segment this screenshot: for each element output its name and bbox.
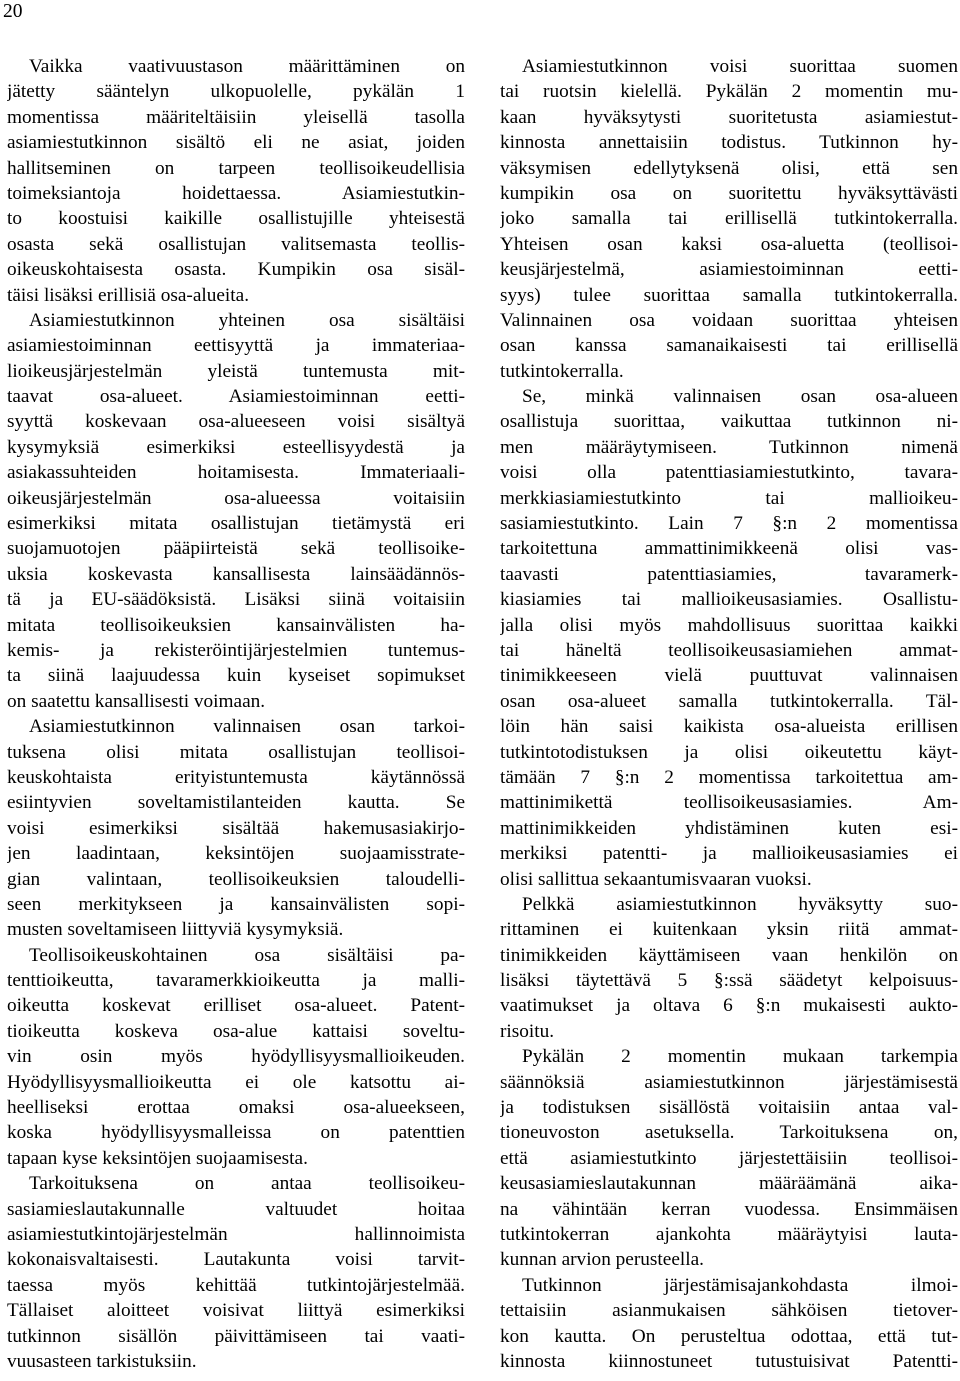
text-line: uksia koskevasta kansallisesta lainsäädännös- [7,563,465,585]
text-line: löin hän saisi kaikista osa-alueista erillisen [500,716,958,738]
text-line: sasiamiestutkinto. Lain 7 §:n 2 momentissa [500,513,958,535]
text-line: Teollisoikeuskohtainen osa sisältäisi pa- [29,944,465,966]
text-line: asiamiestutkintojärjestelmän hallinnoimista [7,1223,465,1245]
text-line: tutkintokerralla. [500,360,624,382]
text-line: voisi esimerkiksi sisältää hakemusasiakirjo- [7,817,465,839]
text-line: gian valintaan, teollisoikeuksien taloudelli- [7,868,465,890]
text-line: vaatimukset ja oltava 6 §:n mukaisesti aukto- [500,995,958,1017]
text-line: mattinimikkeiden yhdistäminen kuten esi- [500,817,958,839]
text-line: tai ruotsin kielellä. Pykälän 2 momentin mu- [500,81,958,103]
text-line: että asiamiestutkinto järjestettäisiin teollisoi- [500,1147,958,1169]
text-line: taessa myös kehittää tutkintojärjestelmää. [7,1274,465,1296]
text-line: kysymyksiä esimerkiksi esteellisyydestä ja [7,436,465,458]
text-line: osan kanssa samanaikaisesti tai erillisellä [500,335,958,357]
text-line: na vähintään kerran vuodessa. Ensimmäisen [500,1198,958,1220]
text-line: kumpikin osa on suoritettu hyväksyttävästi [500,182,958,204]
text-line: kunnan arvion perusteella. [500,1249,704,1271]
text-line: taavat osa-alueet. Asiamiestoiminnan eetti- [7,386,465,408]
text-line: kinnosta annettaisiin todistus. Tutkinnon hy- [500,132,958,154]
text-line: tinimikkeiden käyttämiseen vaan henkilön on [500,944,958,966]
text-line: Tutkinnon järjestämisajankohdasta ilmoi- [522,1274,958,1296]
text-line: mitata teollisoikeuksien kansainvälisten ha- [7,614,465,636]
text-line: olisi sallittua sekaantumisvaaran vuoksi. [500,868,812,890]
text-line: risoitu. [500,1020,555,1042]
text-line: on saatettu kansallisesti voimaan. [7,690,266,712]
text-line: merkiksi patentti- ja mallioikeusasiamies ei [500,843,958,865]
text-line: jalla olisi myös mahdollisuus suorittaa kaikki [500,614,958,636]
text-line: koska hyödyllisyysmalleissa on patenttien [7,1122,465,1144]
left-text-column [7,54,465,1374]
text-line: Tällaiset aloitteet voisivat liittyä esimerkiksi [7,1300,465,1322]
text-line: to koostuisi kaikille osallistujille yhteisestä [7,208,465,230]
text-line: lisäksi täytettävä 5 §:ssä säädetyt kelpoisuus- [500,970,958,992]
text-line: seen merkitykseen ja kansainvälisten sopi- [7,893,465,915]
text-line: joko samalla tai erillisellä tutkintokerralla. [500,208,958,230]
text-line: tenttioikeutta, tavaramerkkioikeutta ja malli- [7,970,465,992]
text-line: mattinimikettä teollisoikeusasiamies. Am- [500,792,958,814]
text-line: Asiamiestutkinnon yhteinen osa sisältäisi [29,309,465,331]
text-line: jätetty sääntelyn ulkopuolelle, pykälän 1 [7,81,465,103]
text-line: säännöksiä asiamiestutkinnon järjestämisestä [500,1071,958,1093]
text-line: tai häneltä teollisoikeusasiamiehen ammat- [500,639,958,661]
text-line: momentissa määriteltäisiin yleisellä tasolla [7,106,465,128]
text-line: tioneuvoston asetuksella. Tarkoituksena on, [500,1122,958,1144]
text-line: kiasiamies tai mallioikeusasiamies. Osallistu- [500,589,958,611]
text-line: Pelkkä asiamiestutkinnon hyväksytty suo- [522,893,958,915]
text-line: tapaan kyse keksintöjen suojaamisesta. [7,1147,308,1169]
text-line: syyttä koskevaan osa-alueeseen voisi sisältyä [7,411,465,433]
text-line: asiamiestoiminnan eettisyyttä ja immateriaa- [7,335,465,357]
text-line: Valinnainen osa voidaan suorittaa yhteisen [500,309,958,331]
text-line: hallitseminen on tarpeen teollisoikeudellisia [7,157,465,179]
text-line: suojamuotojen pääpiirteistä sekä teollisoike- [7,538,465,560]
right-text-column [500,54,958,1374]
text-line: Hyödyllisyysmallioikeutta ei ole katsottu ai- [7,1071,465,1093]
text-line: Vaikka vaativuustason määrittäminen on [29,56,465,77]
text-line: vuusasteen tarkistuksiin. [7,1350,197,1372]
text-line: tutkintotodistuksen ja olisi oikeutettu käyt- [500,741,958,763]
text-line: oikeusjärjestelmän osa-alueessa voitaisiin [7,487,465,509]
text-line: kinnosta kiinnostuneet tutustuisivat Patentti- [500,1350,958,1372]
text-line: vin osin myös hyödyllisyysmallioikeuden. [7,1046,465,1068]
text-line: kokonaisvaltaisesti. Lautakunta voisi tarvit- [7,1249,465,1271]
text-line: syys) tulee suorittaa samalla tutkintokerralla. [500,284,958,306]
text-line: sasiamieslautakunnalle valtuudet hoitaa [7,1198,465,1220]
text-line: esimerkiksi mitata osallistujan tietämystä eri [7,513,465,535]
text-line: oikeutta koskevat erilliset osa-alueet. Patent- [7,995,465,1017]
text-line: tutkinnon sisällön päivittämiseen tai vaati- [7,1325,465,1347]
text-line: Se, minkä valinnaisen osan osa-alueen [522,386,958,408]
text-line: tioikeutta koskeva osa-alue kattaisi soveltu- [7,1020,465,1042]
text-line: tinimikkeeseen vielä puuttuvat valinnaisen [500,665,958,687]
text-line: kaan hyväksytysti suoritetusta asiamiestut- [500,106,958,128]
text-line: oikeuskohtaisesta osasta. Kumpikin osa sisäl- [7,259,465,281]
text-line: keusjärjestelmä, asiamiestoiminnan eetti- [500,259,958,281]
text-line: keusasiamieslautakunnan määräämänä aika- [500,1173,958,1195]
text-line: Asiamiestutkinnon voisi suorittaa suomen [522,56,958,77]
text-line: musten soveltamiseen liittyviä kysymyksiä. [7,919,344,941]
text-line: Asiamiestutkinnon valinnaisen osan tarkoi- [29,716,465,738]
text-line: väksymisen edellytyksenä olisi, että sen [500,157,958,179]
text-line: osasta sekä osallistujan valitsemasta teollis- [7,233,465,255]
text-line: Yhteisen osan kaksi osa-aluetta (teollisoi- [500,233,958,255]
text-line: Pykälän 2 momentin mukaan tarkempia [522,1046,958,1068]
text-line: men määräytymiseen. Tutkinnon nimenä [500,436,958,458]
text-line: keuskohtaista erityistuntemusta käytännössä [7,766,465,788]
text-line: tutkintokerran ajankohta määräytyisi lauta- [500,1223,958,1245]
text-line: ja todistuksen sisällöstä voitaisiin antaa val- [500,1097,958,1119]
text-line: tettaisiin asianmukaisen sähköisen tietover- [500,1300,958,1322]
page-number: 20 [3,1,23,22]
text-line: asiamiestutkinnon sisältö eli ne asiat, joiden [7,132,465,154]
text-line: rittaminen ei kuitenkaan yksin riitä ammat- [500,919,958,941]
text-line: esiintyvien soveltamistilanteiden kautta. Se [7,792,465,814]
text-line: voisi olla patenttiasiamiestutkinto, tavara- [500,462,958,484]
text-line: heelliseksi erottaa omaksi osa-alueekseen, [7,1097,465,1119]
text-line: asiakassuhteiden hoitamisesta. Immateriaali- [7,462,465,484]
text-line: tä ja EU-säädöksistä. Lisäksi siinä voitaisiin [7,589,465,611]
text-line: tuksena olisi mitata osallistujan teollisoi- [7,741,465,763]
text-line: taavasti patenttiasiamies, tavaramerk- [500,563,958,585]
text-line: täisi lisäksi erillisiä osa-alueita. [7,284,250,306]
text-line: jen laadintaan, keksintöjen suojaamisstrate- [7,843,465,865]
text-line: osan osa-alueet samalla tutkintokerralla. Täl- [500,690,958,712]
text-line: toimeksiantoja hoidettaessa. Asiamiestutkin- [7,182,465,204]
text-line: kon kautta. On perusteltua odottaa, että tut- [500,1325,958,1347]
text-line: kemis- ja rekisteröintijärjestelmien tuntemus- [7,639,465,661]
text-line: Tarkoituksena on antaa teollisoikeu- [29,1173,465,1195]
text-line: tarkoitettuna ammattinimikkeenä olisi vas- [500,538,958,560]
text-line: osallistuja suorittaa, vaikuttaa tutkinnon ni- [500,411,958,433]
text-line: ta siinä laajuudessa kuin kyseiset sopimukset [7,665,465,687]
text-line: lioikeusjärjestelmän yleistä tuntemusta mit- [7,360,465,382]
text-line: merkkiasiamiestutkinto tai mallioikeu- [500,487,958,509]
text-line: tämään 7 §:n 2 momentissa tarkoitettua am- [500,766,958,788]
